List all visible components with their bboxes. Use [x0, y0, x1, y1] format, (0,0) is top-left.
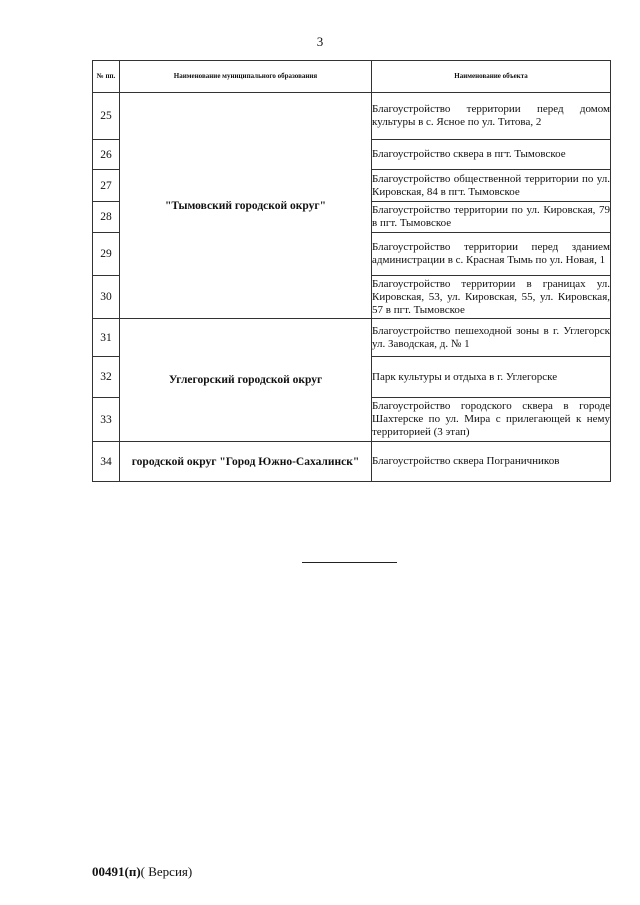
table-row: [93, 442, 611, 482]
object-cell: Благоустройство сквера в пгт. Тымовское: [372, 140, 611, 170]
row-number: 34: [93, 442, 120, 482]
header-object: Наименование объекта: [372, 61, 611, 93]
municipality-cell: "Тымовский городской округ": [120, 93, 372, 319]
table-row: [93, 93, 611, 140]
table-row: [93, 319, 611, 357]
table-header-row: [93, 61, 611, 93]
object-cell: Благоустройство территории в границах ул. Кировская, 53, ул. Кировская, 55, ул. Кировская, 57 в пгт. Тымовское: [372, 276, 611, 319]
object-cell: Благоустройство сквера Пограничников: [372, 442, 611, 482]
row-number: 25: [93, 93, 120, 140]
document-code: [92, 864, 192, 880]
row-number: 27: [93, 170, 120, 202]
object-cell: Парк культуры и отдыха в г. Углегорске: [372, 357, 611, 398]
municipality-cell: городской округ "Город Южно-Сахалинск": [120, 442, 372, 482]
row-number: 28: [93, 202, 120, 233]
document-version: ( Версия): [140, 864, 193, 879]
header-municipality: Наименование муниципального образования: [120, 61, 372, 93]
page-number: 3: [316, 34, 324, 49]
object-cell: Благоустройство общественной территории по ул. Кировская, 84 в пгт. Тымовское: [372, 170, 611, 202]
end-divider: [302, 562, 397, 563]
objects-table: [92, 60, 611, 482]
row-number: 32: [93, 357, 120, 398]
object-cell: Благоустройство территории по ул. Кировская, 79 в пгт. Тымовское: [372, 202, 611, 233]
municipality-cell: Углегорский городской округ: [120, 319, 372, 442]
row-number: 29: [93, 233, 120, 276]
document-code-number: 00491(п): [92, 864, 141, 879]
object-cell: Благоустройство территории перед домом культуры в с. Ясное по ул. Титова, 2: [372, 93, 611, 140]
row-number: 26: [93, 140, 120, 170]
header-num: № пп.: [93, 61, 120, 93]
row-number: 31: [93, 319, 120, 357]
row-number: 30: [93, 276, 120, 319]
object-cell: Благоустройство территории перед зданием администрации в с. Красная Тымь по ул. Новая, 1: [372, 233, 611, 276]
row-number: 33: [93, 398, 120, 442]
object-cell: Благоустройство пешеходной зоны в г. Углегорск ул. Заводская, д. № 1: [372, 319, 611, 357]
object-cell: Благоустройство городского сквера в городе Шахтерске по ул. Мира с прилегающей к нему территорией (3 этап): [372, 398, 611, 442]
